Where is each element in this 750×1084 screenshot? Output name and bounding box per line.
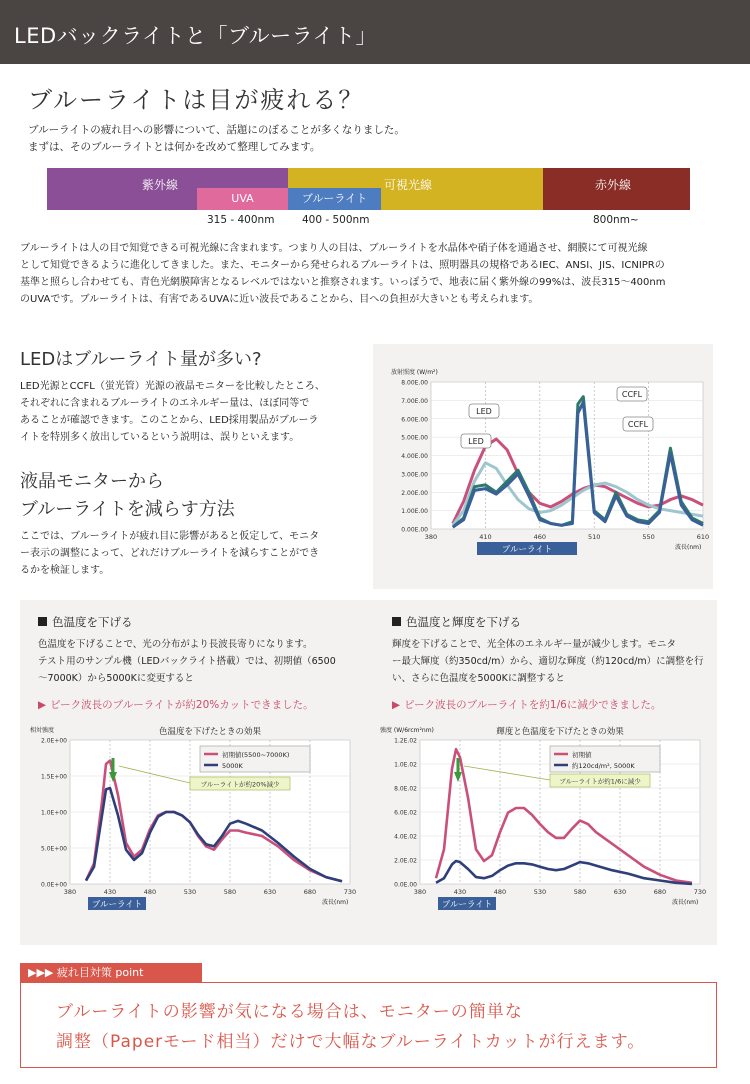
legend-label: 初期値: [572, 751, 592, 759]
chart-title: 色温度を下げたときの効果: [158, 727, 262, 737]
x-tick-label: 430: [103, 888, 117, 896]
y-axis-label: 強度 (W/6rcm²nm): [380, 727, 434, 734]
body-line: 基準と照らし合わせても、青色光網膜障害となるレベルではないと推察されます。いっぽうで、地表に届く紫外線の99%は、波長315～400nm: [20, 277, 666, 288]
body-text: [20, 240, 732, 308]
bullet-square-icon: [38, 617, 47, 626]
y-tick-label: 1.5E+00: [41, 773, 67, 781]
x-tick-label: 380: [63, 888, 77, 896]
right-exp-text: [392, 636, 712, 687]
x-tick-label: 730: [343, 888, 357, 896]
callout-label: LED: [468, 437, 484, 446]
y-tick-label: 1.0E+00: [41, 809, 67, 817]
y-tick-label: 5.00E.00: [401, 434, 428, 442]
x-tick-label: 510: [587, 533, 601, 541]
y-tick-label: 6.0E.02: [394, 809, 417, 817]
triangle-right-icon: ▶: [38, 699, 47, 711]
reduce-section-title: [20, 468, 235, 524]
x-tick-label: 380: [413, 888, 427, 896]
x-tick-label: 530: [183, 888, 197, 896]
left-exp-title: [38, 614, 133, 630]
led-line: イトを特別多く放出しているという説明は、誤りといえます。: [20, 432, 300, 443]
bluelight-band-label: ブルーライト: [441, 900, 493, 910]
intro-text: [28, 122, 405, 156]
annotation-label: ブルーライトが約1/6に減少: [559, 777, 641, 786]
chart-brightness-temperature: [370, 722, 715, 937]
x-tick-label: 380: [424, 533, 438, 541]
y-tick-label: 3.00E.00: [401, 471, 428, 479]
x-tick-label: 680: [653, 888, 667, 896]
triangle-right-icon: ▶: [392, 699, 401, 711]
x-tick-label: 480: [143, 888, 157, 896]
x-tick-label: 680: [303, 888, 317, 896]
x-tick-label: 580: [223, 888, 237, 896]
point-line: ブルーライトの影響が気になる場合は、モニターの簡単な: [56, 1002, 523, 1022]
spectrum-ir: [543, 168, 690, 210]
callout-label: LED: [476, 407, 492, 416]
left-exp-line: ～7000K）から5000Kに変更すると: [38, 673, 194, 684]
uva-range: 315 - 400nm: [207, 214, 275, 226]
legend-box: [200, 746, 310, 772]
left-exp-line: 色温度を下げることで、光の分布がより長波長寄りになります。: [38, 639, 313, 650]
reduce-title-line: 液晶モニターから: [20, 471, 164, 492]
y-tick-label: 1.0E.02: [394, 761, 417, 769]
x-tick-label: 460: [533, 533, 547, 541]
y-tick-label: 2.00E.00: [401, 489, 428, 497]
annotation-label: ブルーライトが約20%減少: [200, 780, 280, 789]
spectrum-bar: [47, 168, 690, 210]
y-tick-label: 2.0E+00: [41, 737, 67, 745]
x-tick-label: 410: [479, 533, 492, 541]
visible-label: 可視光線: [384, 178, 433, 192]
legend-label: 約120cd/m², 5000K: [572, 762, 635, 770]
y-tick-label: 4.0E.02: [394, 833, 417, 841]
x-axis-label: 波長(nm): [672, 899, 699, 906]
x-tick-label: 530: [533, 888, 547, 896]
uv-label: 紫外線: [142, 178, 179, 192]
y-tick-label: 4.00E.00: [401, 453, 428, 460]
led-section-title: LEDはブルーライト量が多い?: [20, 349, 262, 370]
y-tick-label: 6.00E.00: [401, 416, 428, 424]
right-exp-title-text: 色温度と輝度を下げる: [406, 615, 521, 629]
x-tick-label: 430: [453, 888, 467, 896]
led-section-text: [20, 378, 365, 446]
point-box: [20, 982, 717, 1068]
right-exp-title: [392, 614, 521, 630]
chart-color-temperature: [20, 722, 365, 937]
y-tick-label: 2.0E.02: [394, 857, 417, 865]
chart-led-vs-ccfl: [373, 344, 713, 589]
x-tick-label: 580: [573, 888, 587, 896]
reduce-section-text: [20, 528, 365, 579]
led-line: それぞれに含まれるブルーライトのエネルギー量は、ほぼ同等で: [20, 398, 310, 409]
y-tick-label: 5.0E+00: [41, 845, 67, 853]
header-bar: [0, 0, 750, 64]
y-tick-label: 0.00E.00: [401, 526, 428, 534]
legend-label: 初期値(5500~7000K): [222, 751, 290, 759]
section-title-bluelight: ブルーライトは目が疲れる？: [28, 86, 365, 114]
legend-label: 5000K: [222, 762, 243, 770]
led-line: あることが確認できます。このことから、LED採用製品がブルーラ: [20, 415, 319, 426]
y-tick-label: 1.00E.00: [401, 508, 428, 516]
right-exp-line: 輝度を下げることで、光全体のエネルギー量が減少します。モニタ: [392, 639, 677, 650]
chart-title: 輝度と色温度を下げたときの効果: [496, 727, 624, 737]
left-exp-line: テスト用のサンプル機（LEDバックライト搭載）では、初期値（6500: [38, 656, 336, 667]
callout-label: CCFL: [627, 420, 649, 429]
y-tick-label: 8.0E.02: [394, 785, 417, 793]
x-axis-label: 波長(nm): [675, 544, 702, 551]
y-tick-label: 8.00E.00: [401, 379, 428, 387]
x-tick-label: 730: [693, 888, 707, 896]
chart-led-vs-ccfl-box: [373, 344, 713, 589]
spectrum-bluelight: ブルーライト: [288, 188, 381, 210]
experiments-box: [20, 600, 717, 945]
y-tick-label: 0.0E+00: [41, 881, 67, 889]
ir-label: 赤外線: [595, 178, 632, 192]
reduce-line: ここでは、ブルーライトが疲れ目に影響があると仮定して、モニタ: [20, 531, 320, 542]
right-exp-line: い、さらに色温度を5000Kに調整すると: [392, 673, 565, 684]
y-tick-label: 0.0E.00: [394, 881, 417, 889]
left-exp-text: [38, 636, 368, 687]
body-line: として知覚できるように進化してきました。また、モニターから発せられるブルーライトは、照明器具の規格であるIEC、ANSI、JIS、ICNIPRの: [20, 260, 665, 271]
y-tick-label: 1.2E.02: [394, 737, 417, 745]
right-exp-note: [392, 697, 661, 712]
y-tick-label: 7.00E.00: [401, 397, 428, 405]
callout-label: CCFL: [621, 390, 643, 399]
x-tick-label: 550: [642, 533, 655, 541]
ir-range: 800nm~: [593, 214, 639, 226]
bluelight-band-label: ブルーライト: [501, 545, 553, 555]
right-exp-note-text: ピーク波長のブルーライトを約1/6に減少できました。: [404, 699, 662, 711]
bullet-square-icon: [392, 617, 401, 626]
left-exp-note-text: ピーク波長のブルーライトが約20%カットできました。: [50, 699, 314, 711]
left-exp-title-text: 色温度を下げる: [52, 615, 133, 629]
x-tick-label: 630: [613, 888, 627, 896]
x-tick-label: 610: [696, 533, 710, 541]
right-exp-line: ー最大輝度（約350cd/m）から、適切な輝度（約120cd/m）に調整を行: [392, 656, 704, 667]
reduce-title-line: ブルーライトを減らす方法: [20, 499, 235, 520]
body-line: ブルーライトは人の目で知覚できる可視光線に含まれます。つまり人の目は、ブルーライトを水晶体や硝子体を通過させ、網膜にて可視光線: [20, 243, 648, 254]
x-tick-label: 630: [263, 888, 277, 896]
spectrum-uva: UVA: [197, 188, 288, 210]
left-exp-note: [38, 697, 314, 712]
page-title: LEDバックライトと「ブルーライト」: [14, 24, 378, 48]
blue-range: 400 - 500nm: [302, 214, 370, 226]
point-line: 調整（Paperモード相当）だけで大幅なブルーライトカットが行えます。: [56, 1032, 646, 1052]
y-axis-label: 相対強度: [30, 727, 55, 734]
x-tick-label: 480: [493, 888, 507, 896]
reduce-line: ー表示の調整によって、どれだけブルーライトを減らすことができ: [20, 548, 320, 559]
point-tab: ▶▶▶ 疲れ目対策 point: [20, 963, 202, 982]
intro-line: まずは、そのブルーライトとは何かを改めて整理してみます。: [28, 141, 321, 153]
led-line: LED光源とCCFL（蛍光管）光源の液晶モニターを比較したところ、: [20, 381, 325, 392]
y-axis-label: 放射照度 (W/m²): [391, 369, 438, 376]
intro-line: ブルーライトの疲れ目への影響について、話題にのぼることが多くなりました。: [28, 124, 405, 136]
x-axis-label: 波長(nm): [322, 899, 349, 906]
body-line: のUVAです。ブルーライトは、有害であるUVAに近い波長であることから、目への負担が大きいとも考えられます。: [20, 294, 539, 305]
bluelight-band-label: ブルーライト: [91, 900, 143, 910]
reduce-line: るかを検証します。: [20, 565, 110, 576]
